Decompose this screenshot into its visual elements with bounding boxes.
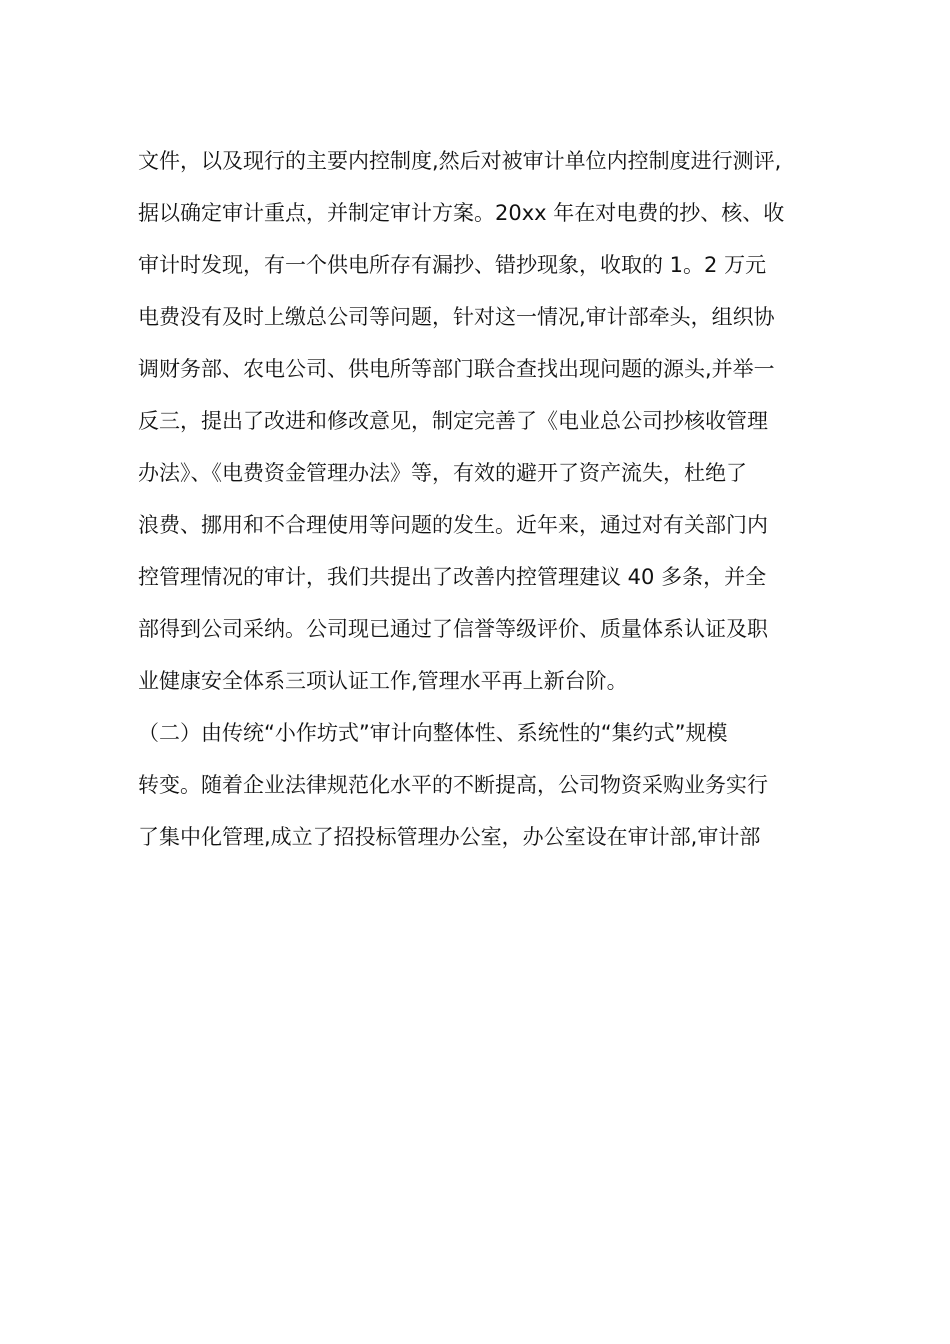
text-line: 部得到公司采纳。公司现已通过了信誉等级评价、质量体系认证及职 <box>138 617 768 641</box>
section-heading-line: （二）由传统“小作坊式”审计向整体性、系统性的“集约式”规模 <box>138 721 728 745</box>
text-line: 据以确定审计重点，并制定审计方案。20xx 年在对电费的抄、核、收 <box>138 201 785 225</box>
text-line: 反三，提出了改进和修改意见，制定完善了《电业总公司抄核收管理 <box>138 409 768 433</box>
text-line: 文件，以及现行的主要内控制度,然后对被审计单位内控制度进行测评, <box>138 149 782 173</box>
text-line: 浪费、挪用和不合理使用等问题的发生。近年来，通过对有关部门内 <box>138 513 768 537</box>
text-line: 调财务部、农电公司、供电所等部门联合查找出现问题的源头,并举一 <box>138 357 775 381</box>
text-line: 转变。随着企业法律规范化水平的不断提高，公司物资采购业务实行 <box>138 773 768 797</box>
text-line: 业健康安全体系三项认证工作,管理水平再上新台阶。 <box>138 669 628 693</box>
text-line: 审计时发现，有一个供电所存有漏抄、错抄现象，收取的 1。2 万元 <box>138 253 767 277</box>
body-text <box>138 135 828 863</box>
text-line: 控管理情况的审计，我们共提出了改善内控管理建议 40 多条，并全 <box>138 565 767 589</box>
text-line: 办法》、《电费资金管理办法》等，有效的避开了资产流失，杜绝了 <box>138 461 747 485</box>
text-line: 电费没有及时上缴总公司等问题，针对这一情况,审计部牵头，组织协 <box>138 305 775 329</box>
text-line: 了集中化管理,成立了招投标管理办公室，办公室设在审计部,审计部 <box>138 825 761 849</box>
